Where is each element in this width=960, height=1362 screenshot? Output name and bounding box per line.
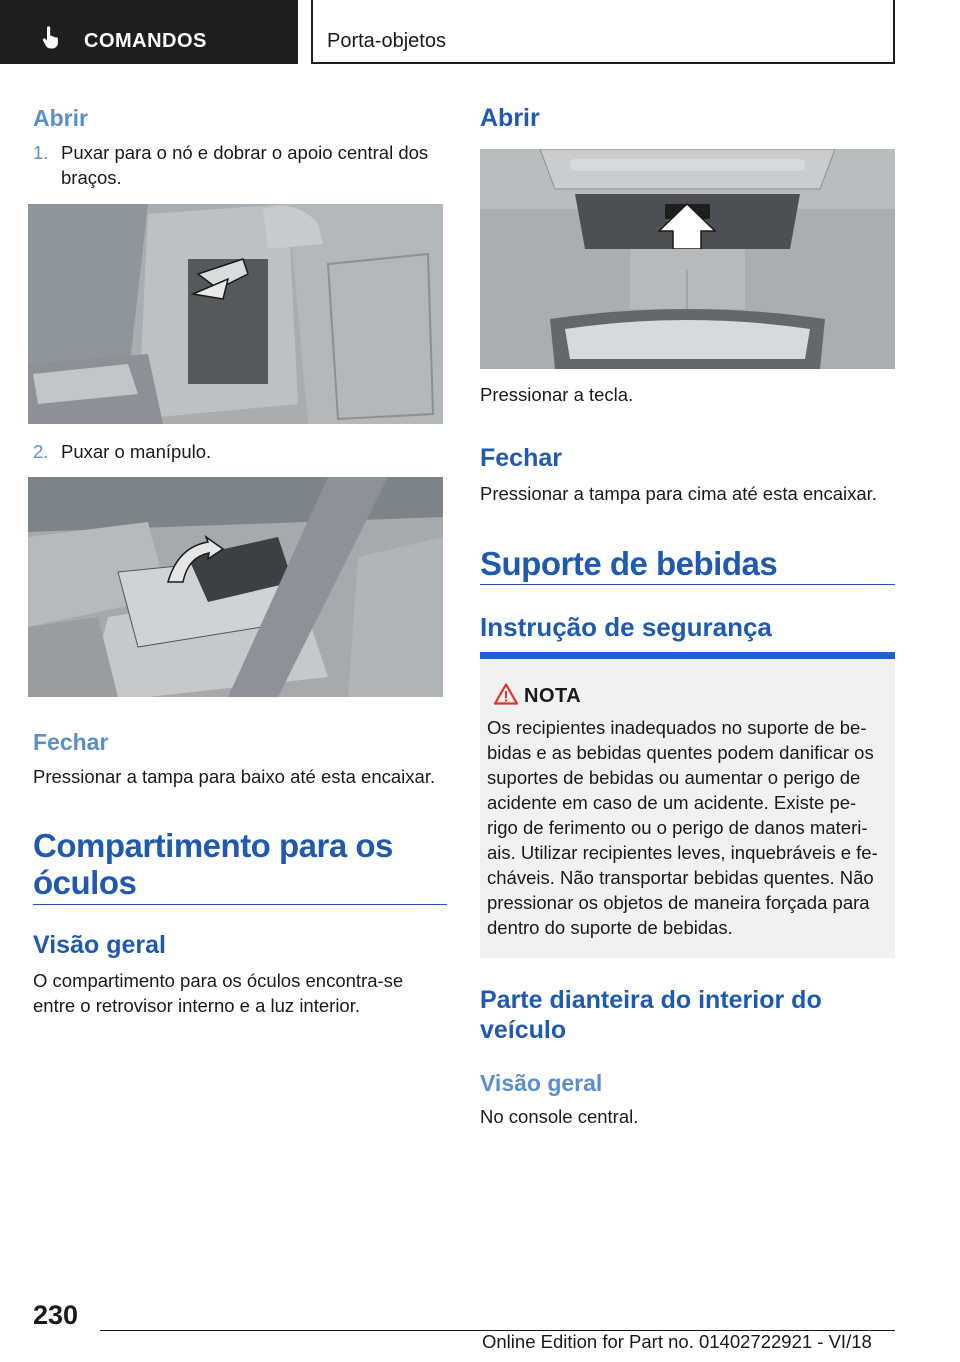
close-heading-right: Fechar (480, 444, 562, 472)
section-header (311, 0, 895, 64)
chapter-tab[interactable] (0, 0, 298, 64)
open-text-right: Pressionar a tecla. (480, 384, 634, 405)
hand-pointer-icon (40, 26, 64, 50)
edition-text[interactable]: Online Edition for Part no. 01402722921 - VI/18 (482, 1331, 872, 1352)
section-title-cupholder: Suporte de bebidas (480, 545, 778, 582)
section-rule (33, 904, 447, 905)
close-heading: Fechar (33, 729, 109, 755)
note-body: Os recipientes inadequados no suporte de be- bidas e as bebidas quentes podem danificar os suportes de bebidas ou aumentar o perigo de acidente em caso de um acidente. Existe pe- rigo de ferimento ou o perigo de danos materi- ais. Utilizar recipientes leves, inquebráveis e fe- cháveis. Não transportar bebidas quentes. Não pressionar os objetos de maneira forçada para dentro do suporte de bebidas. (487, 717, 878, 938)
chapter-label: COMANDOS (84, 30, 207, 52)
step-2-text: Puxar o manípulo. (61, 441, 212, 462)
armrest-lid-illustration (28, 477, 443, 697)
warning-triangle-icon (494, 683, 518, 705)
overview-text: O compartimento para os óculos encontra-se entre o retrovisor interno e a luz interior. (33, 970, 404, 1016)
front-interior-heading: Parte dianteira do interior do veículo (480, 986, 822, 1044)
close-text-right: Pressionar a tampa para cima até esta encaixar. (480, 483, 877, 504)
step-2-number: 2. (33, 441, 49, 462)
section-label: Porta-objetos (327, 30, 446, 52)
step-1-text: Puxar para o nó e dobrar o apoio central dos braços. (61, 142, 429, 188)
safety-note (480, 652, 895, 958)
overview-heading: Visão geral (33, 931, 166, 959)
overview-text-right: No console central. (480, 1106, 639, 1127)
armrest-fold-illustration (28, 204, 443, 424)
glasses-compartment-illustration (480, 149, 895, 369)
close-text: Pressionar a tampa para baixo até esta encaixar. (33, 766, 436, 787)
open-heading: Abrir (33, 105, 88, 131)
safety-heading: Instrução de segurança (480, 612, 772, 642)
page-number: 230 (33, 1300, 79, 1330)
section-title-glasses: Compartimento para os óculos (33, 827, 393, 901)
note-title: NOTA (524, 685, 582, 707)
overview-heading-right: Visão geral (480, 1070, 603, 1096)
step-1-number: 1. (33, 142, 49, 163)
section-rule-right (480, 584, 895, 585)
open-heading-right: Abrir (480, 104, 540, 132)
